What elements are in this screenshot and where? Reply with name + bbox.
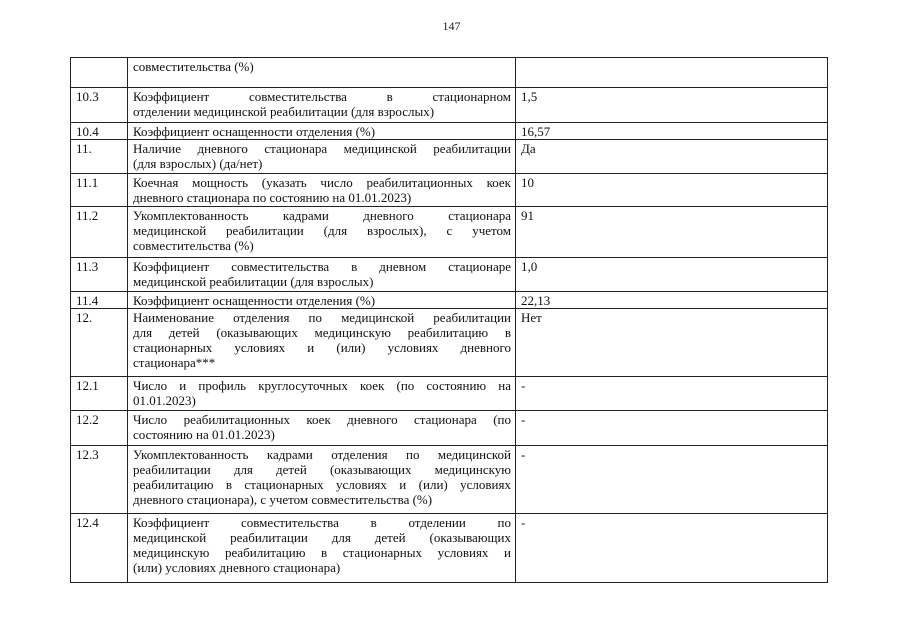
row-value: - [516, 514, 828, 583]
table-row [71, 88, 828, 123]
description-line: Коечная мощность (указать число реабилитационных коек [133, 175, 511, 190]
row-description [128, 292, 516, 309]
table-row [71, 309, 828, 377]
table-row [71, 411, 828, 446]
table-row [71, 58, 828, 88]
row-number: 12.2 [71, 411, 128, 446]
table-row [71, 174, 828, 207]
row-number [71, 58, 128, 88]
row-number: 10.4 [71, 123, 128, 140]
row-number: 12.1 [71, 377, 128, 411]
row-description [128, 377, 516, 411]
row-description [128, 309, 516, 377]
description-line: Число реабилитационных коек дневного стационара (по [133, 412, 511, 427]
row-description [128, 123, 516, 140]
row-number: 12.4 [71, 514, 128, 583]
table-row [71, 258, 828, 292]
description-line: Число и профиль круглосуточных коек (по состоянию на [133, 378, 511, 393]
row-value: 22,13 [516, 292, 828, 309]
row-description [128, 446, 516, 514]
description-line: стационара*** [133, 355, 216, 370]
description-line: Коэффициент оснащенности отделения (%) [133, 124, 376, 139]
table-row [71, 123, 828, 140]
row-value [516, 58, 828, 88]
row-value: 10 [516, 174, 828, 207]
description-line: совместительства (%) [133, 59, 254, 74]
document-table [70, 57, 828, 583]
row-value: Нет [516, 309, 828, 377]
row-number: 11.3 [71, 258, 128, 292]
row-value: 16,57 [516, 123, 828, 140]
row-value: - [516, 446, 828, 514]
row-number: 12. [71, 309, 128, 377]
description-line: медицинскую реабилитацию в стационарных условиях и [133, 545, 511, 560]
table-row [71, 292, 828, 309]
table-body [71, 58, 828, 583]
row-number: 12.3 [71, 446, 128, 514]
row-value: - [516, 411, 828, 446]
row-description [128, 140, 516, 174]
row-value: - [516, 377, 828, 411]
row-number: 10.3 [71, 88, 128, 123]
table-row [71, 140, 828, 174]
row-value: Да [516, 140, 828, 174]
row-number: 11. [71, 140, 128, 174]
row-description [128, 411, 516, 446]
row-description [128, 258, 516, 292]
row-description [128, 207, 516, 258]
description-line: дневного стационара по состоянию на 01.01.2023) [133, 190, 412, 205]
table-row [71, 207, 828, 258]
description-line: (для взрослых) (да/нет) [133, 156, 263, 171]
row-value: 1,5 [516, 88, 828, 123]
description-line: медицинской реабилитации для детей (оказывающих [133, 530, 511, 545]
description-line: состоянию на 01.01.2023) [133, 427, 275, 442]
description-line: реабилитацию в стационарных условиях и (или) условиях [133, 477, 511, 492]
description-line: дневного стационара), с учетом совместительства (%) [133, 492, 433, 507]
description-line: Коэффициент совместительства в отделении по [133, 515, 511, 530]
description-line: для детей (оказывающих медицинскую реабилитацию в [133, 325, 511, 340]
description-line: стационарных условиях и (или) условиях дневного [133, 340, 511, 355]
row-number: 11.4 [71, 292, 128, 309]
description-line: (или) условиях дневного стационара) [133, 560, 341, 575]
table-row [71, 377, 828, 411]
table-row [71, 446, 828, 514]
row-number: 11.1 [71, 174, 128, 207]
description-line: 01.01.2023) [133, 393, 196, 408]
description-line: медицинской реабилитации (для взрослых) [133, 274, 374, 289]
row-value: 91 [516, 207, 828, 258]
description-line: Коэффициент оснащенности отделения (%) [133, 293, 376, 308]
table-row [71, 514, 828, 583]
description-line: Коэффициент совместительства в стационарном [133, 89, 511, 104]
description-line: медицинской реабилитации (для взрослых), с учетом [133, 223, 511, 238]
description-line: Наличие дневного стационара медицинской реабилитации [133, 141, 511, 156]
row-description [128, 514, 516, 583]
row-description [128, 58, 516, 88]
row-number: 11.2 [71, 207, 128, 258]
description-line: совместительства (%) [133, 238, 254, 253]
page-number: 147 [442, 19, 461, 33]
description-line: Укомплектованность кадрами дневного стационара [133, 208, 511, 223]
description-line: Коэффициент совместительства в дневном стационаре [133, 259, 511, 274]
description-line: реабилитации для детей (оказывающих медицинскую [133, 462, 511, 477]
description-line: отделении медицинской реабилитации (для взрослых) [133, 104, 435, 119]
description-line: Укомплектованность кадрами отделения по медицинской [133, 447, 511, 462]
row-description [128, 174, 516, 207]
row-description [128, 88, 516, 123]
row-value: 1,0 [516, 258, 828, 292]
description-line: Наименование отделения по медицинской реабилитации [133, 310, 511, 325]
